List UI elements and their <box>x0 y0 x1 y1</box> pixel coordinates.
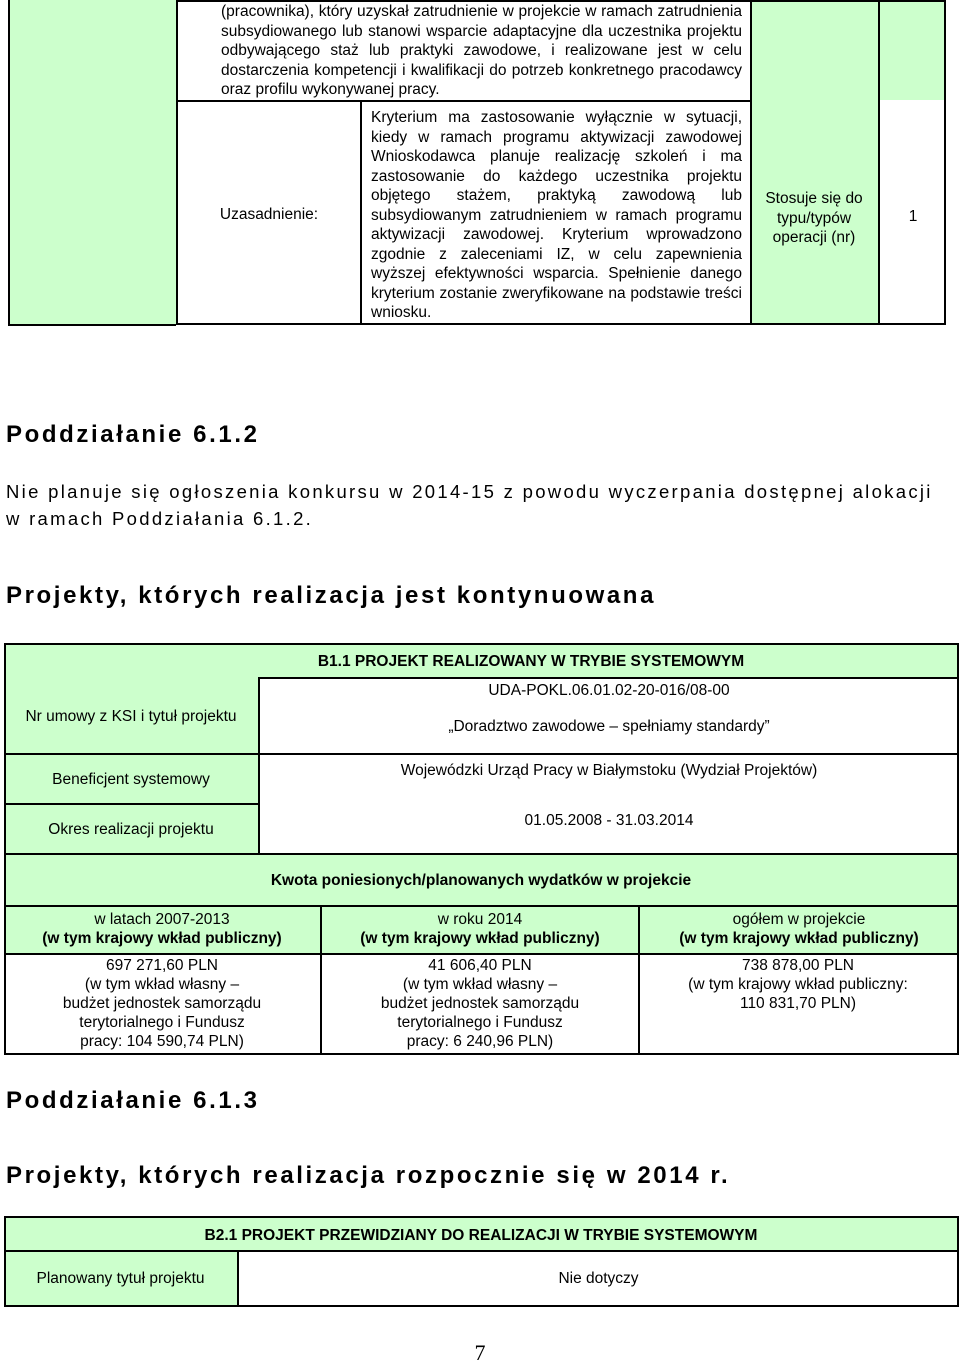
expense-col-header-line1: w latach 2007-2013 <box>94 911 230 928</box>
planned-title-label: Planowany tytuł projektu <box>36 1270 205 1287</box>
row-divider <box>4 905 958 907</box>
section-612-note: Nie planuje się ogłoszenia konkursu w 2014-15 z powodu wyczerpania dostępnej alokacji w ramach Poddziałania 6.1.2. <box>6 481 933 529</box>
period-value: 01.05.2008 - 31.03.2014 <box>524 812 694 829</box>
applies-value: 1 <box>908 208 918 225</box>
expense-value-2007-2013: 697 271,60 PLN (w tym wkład własny – budżet jednostek samorządu terytorialnego i Fundusz pracy: 104 590,74 PLN) <box>62 957 262 1050</box>
row-divider <box>176 100 750 102</box>
criteria-continued-text: (pracownika), który uzyskał zatrudnienie w projekcie w ramach zatrudnienia subsydiowanego lub stanowi wsparcie adaptacyjne dla uczestnika projektu odbywającego staż lub praktyki zawodowe, i realizowane jest w celu dostarczenia kompetencji i kwalifikacji do potrzeb konkretnego pracodawcy oraz profilu wykonywanej pracy. <box>221 3 742 98</box>
section-613-heading: Poddziałanie 6.1.3 <box>6 1087 260 1114</box>
expense-col-header <box>322 910 638 948</box>
expense-col-header-line2: (w tym krajowy wkład publiczny) <box>42 930 282 947</box>
criteria-left-column <box>10 0 176 325</box>
planned-title-value: Nie dotyczy <box>558 1270 639 1287</box>
row-divider <box>4 853 958 855</box>
expense-value-total: 738 878,00 PLN (w tym krajowy wkład publiczny: 110 831,70 PLN) <box>688 957 908 1012</box>
section-612-heading: Poddziałanie 6.1.2 <box>6 421 260 448</box>
row-divider <box>4 953 958 955</box>
left-bottom-border <box>8 324 176 326</box>
project-table-title: B1.1 PROJEKT REALIZOWANY W TRYBIE SYSTEMOWYM <box>317 653 745 670</box>
contract-label: Nr umowy z KSI i tytuł projektu <box>25 708 237 725</box>
planned-table-title: B2.1 PROJEKT PRZEWIDZIANY DO REALIZACJI W TRYBIE SYSTEMOWYM <box>204 1227 758 1244</box>
expense-col-header-line2: (w tym krajowy wkład publiczny) <box>360 930 600 947</box>
expenses-title: Kwota poniesionych/planowanych wydatków w projekcie <box>270 872 692 889</box>
period-label: Okres realizacji projektu <box>48 821 214 838</box>
left-border <box>8 0 10 326</box>
continued-projects-heading: Projekty, których realizacja jest kontynuowana <box>6 582 657 609</box>
expense-col-header-line1: ogółem w projekcie <box>732 911 866 928</box>
justification-text: Kryterium ma zastosowanie wyłącznie w sytuacji, kiedy w ramach programu aktywizacji zawodowej Wnioskodawca planuje realizację szkoleń i ma zastosowanie do każdego uczestnika projektu objętego stażem, praktyką zawodową lub subsydiowanym zatrudnieniem w ramach programu aktywizacji zawodowej. Kryterium wprowadzono zgodnie z zaleceniami IZ, w celu zapewnienia wyższej efektywności wsparcia. Spełnienie danego kryterium zostanie zweryfikowane na podstawie treści wniosku. <box>371 109 742 321</box>
col-divider <box>750 0 752 325</box>
expense-col-header <box>640 910 958 948</box>
expense-col-header-line1: w roku 2014 <box>437 911 523 928</box>
expense-col-header-line2: (w tym krajowy wkład publiczny) <box>679 930 919 947</box>
project-title: „Doradztwo zawodowe – spełniamy standardy” <box>448 718 770 735</box>
applies-label: Stosuje się do typu/typów operacji (nr) <box>765 190 863 246</box>
row-divider <box>258 677 958 679</box>
starting-projects-heading: Projekty, których realizacja rozpocznie się w 2014 r. <box>6 1162 731 1189</box>
row-divider <box>4 753 958 755</box>
beneficiary-label: Beneficjent systemowy <box>52 771 210 788</box>
beneficiary-value: Wojewódzki Urząd Pracy w Białymstoku (Wydział Projektów) <box>400 762 818 779</box>
row-divider <box>4 1250 958 1252</box>
page-number: 7 <box>474 1340 486 1365</box>
expense-value-2014: 41 606,40 PLN (w tym wkład własny – budżet jednostek samorządu terytorialnego i Fundusz pracy: 6 240,96 PLN) <box>380 957 580 1050</box>
justification-label: Uzasadnienie: <box>219 206 319 223</box>
col-divider <box>360 100 362 325</box>
col-divider <box>878 0 880 325</box>
expense-col-header <box>4 910 320 948</box>
row-divider <box>4 803 258 805</box>
contract-number: UDA-POKL.06.01.02-20-016/08-00 <box>488 682 730 699</box>
